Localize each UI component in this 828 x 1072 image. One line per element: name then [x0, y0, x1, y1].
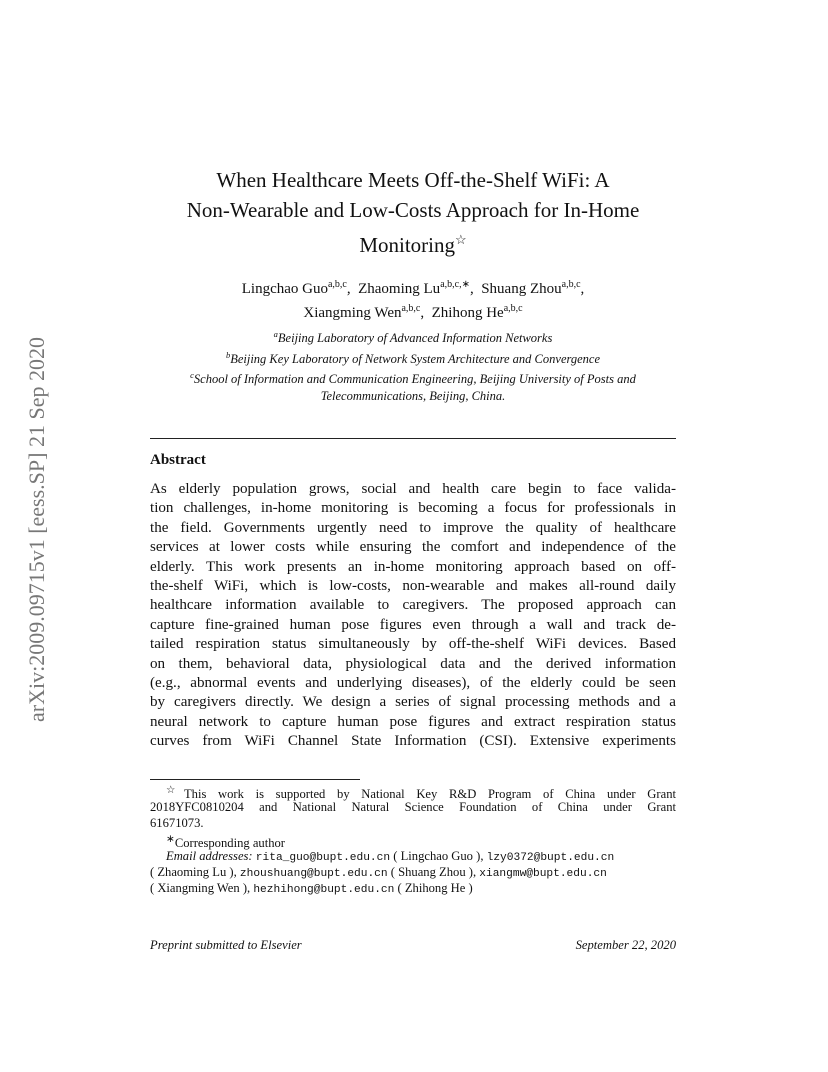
- funding-star-mark: ☆: [166, 785, 184, 796]
- funding-footnote-line: 61671073.: [150, 816, 204, 831]
- affiliation-b: [144, 347, 682, 368]
- abstract-line: services at lower costs while ensuring the comfort and independence of the: [150, 539, 676, 556]
- title-line-3: [150, 225, 676, 261]
- email-line: [150, 864, 676, 880]
- author-name: Shuang Zhou: [481, 281, 562, 297]
- arxiv-stamp: arXiv:2009.09715v1 [eess.SP] 21 Sep 2020: [24, 337, 49, 723]
- author-name: Zhihong He: [431, 305, 504, 321]
- author-name: Zhaoming Lu: [358, 281, 441, 297]
- title-line-3-text: Monitoring: [359, 233, 455, 257]
- affiliation-c-cont: Telecommunications, Beijing, China.: [320, 388, 506, 403]
- email-address[interactable]: xiangmw@bupt.edu.cn: [479, 867, 607, 880]
- author-line-2: Xiangming Wen$^{a,b,c}$, Zhihong He$^{a,b,c}$: [303, 303, 523, 321]
- title-line-2: Non-Wearable and Low-Costs Approach for In-Home: [186, 197, 640, 222]
- funding-footnote-line: 2018YFC0810204 and National Natural Science Foundation of China under Grant: [150, 800, 676, 815]
- email-address[interactable]: zhoushuang@bupt.edu.cn: [239, 867, 388, 880]
- affil-text: Beijing Key Laboratory of Network System Architecture and Convergence: [230, 351, 601, 366]
- author-name: Lingchao Guo: [241, 281, 328, 297]
- preprint-note: Preprint submitted to Elsevier: [150, 938, 302, 952]
- abstract-line: healthcare information available to caregivers. The proposed approach can: [150, 597, 676, 614]
- header-rule: [150, 438, 676, 439]
- footnotes: [150, 783, 676, 896]
- author-affil-sup: a,b,c: [561, 279, 581, 290]
- abstract-line: the field. Governments urgently need to improve the quality of healthcare: [150, 519, 676, 536]
- abstract-line: neural network to capture human pose figures and extract respiration status: [150, 713, 676, 730]
- email-label: Email addresses:: [166, 848, 253, 863]
- affiliation-a: [144, 326, 682, 347]
- author-name: Xiangming Wen: [303, 305, 402, 321]
- abstract-line: by caregivers directly. We design a series of signal processing methods and a: [150, 694, 676, 711]
- author-affil-sup: a,b,c: [503, 303, 523, 314]
- abstract-line: tailed respiration status simultaneously by off-the-shelf WiFi devices. Based: [150, 636, 676, 653]
- abstract-line: curves from WiFi Channel State Information (CSI). Extensive experiments: [150, 733, 676, 750]
- funding-footnote-line: [150, 783, 676, 802]
- abstract-heading: Abstract: [150, 452, 206, 468]
- author-affil-sup: a,b,c: [401, 303, 421, 314]
- author-line-1: Lingchao Guo$^{a,b,c}$, Zhaoming $Lu^{a,b,c,∗}$, Shuang Zhou$^{a,b,c}$,: [241, 279, 585, 297]
- submission-date: September 22, 2020: [575, 938, 676, 952]
- email-owner: ( Xiangming Wen ),: [150, 881, 251, 896]
- page-footer: [150, 938, 676, 953]
- email-address[interactable]: lzy0372@bupt.edu.cn: [486, 851, 615, 864]
- affil-text: School of Information and Communication Engineering, Beijing University of Posts and: [193, 372, 636, 387]
- title-star-mark: ☆: [455, 232, 467, 247]
- corresponding-author-note: [150, 832, 676, 848]
- abstract-line: As elderly population grows, social and health care begin to face valida-: [150, 481, 676, 497]
- abstract-line: elderly. This work presents an in-home monitoring approach based on off-: [150, 558, 676, 575]
- abstract-line: the-shelf WiFi, which is low-costs, non-wearable and makes all-round daily: [150, 577, 676, 594]
- affil-text: Beijing Laboratory of Advanced Information Networks: [277, 331, 553, 346]
- affil-letter: c: [190, 370, 194, 381]
- author-affil-sup: a,b,c,∗: [440, 279, 470, 290]
- funding-text: This work is supported by National Key R&D Program of China under Grant: [183, 787, 676, 802]
- abstract-line: on them, behavioral data, physiological data and the derived information: [150, 655, 676, 672]
- abstract-body: [150, 480, 676, 751]
- email-owner: ( Shuang Zhou ),: [390, 864, 477, 879]
- corr-text: Corresponding author: [174, 835, 285, 850]
- footnote-rule: [150, 779, 360, 780]
- affil-letter: b: [225, 349, 231, 360]
- email-address[interactable]: hezhihong@bupt.edu.cn: [253, 884, 395, 897]
- abstract-line: tion challenges, in-home monitoring is becoming a focus for professionals in: [150, 500, 676, 517]
- affiliations: [144, 326, 682, 404]
- author-list: [150, 275, 676, 323]
- email-address[interactable]: rita_guo@bupt.edu.cn: [255, 851, 391, 864]
- corr-mark: ∗: [166, 833, 175, 845]
- affiliation-c: [144, 367, 682, 388]
- affil-letter: a: [273, 329, 278, 339]
- author-affil-sup: a,b,c: [327, 279, 347, 290]
- email-owner: ( Lingchao Guo ),: [393, 848, 484, 863]
- title-line-1: When Healthcare Meets Off-the-Shelf WiFi: A: [216, 168, 610, 192]
- email-owner: ( Zhihong He ): [397, 881, 473, 896]
- email-owner: ( Zhaoming Lu ),: [150, 864, 237, 879]
- email-line: [150, 880, 676, 896]
- abstract-line: capture fine-grained human pose figures even through a wall and track de-: [150, 616, 676, 633]
- paper-title: [150, 166, 676, 261]
- abstract-line: (e.g., abnormal events and underlying diseases), of the elderly could be seen: [150, 674, 676, 691]
- email-line: [150, 848, 676, 864]
